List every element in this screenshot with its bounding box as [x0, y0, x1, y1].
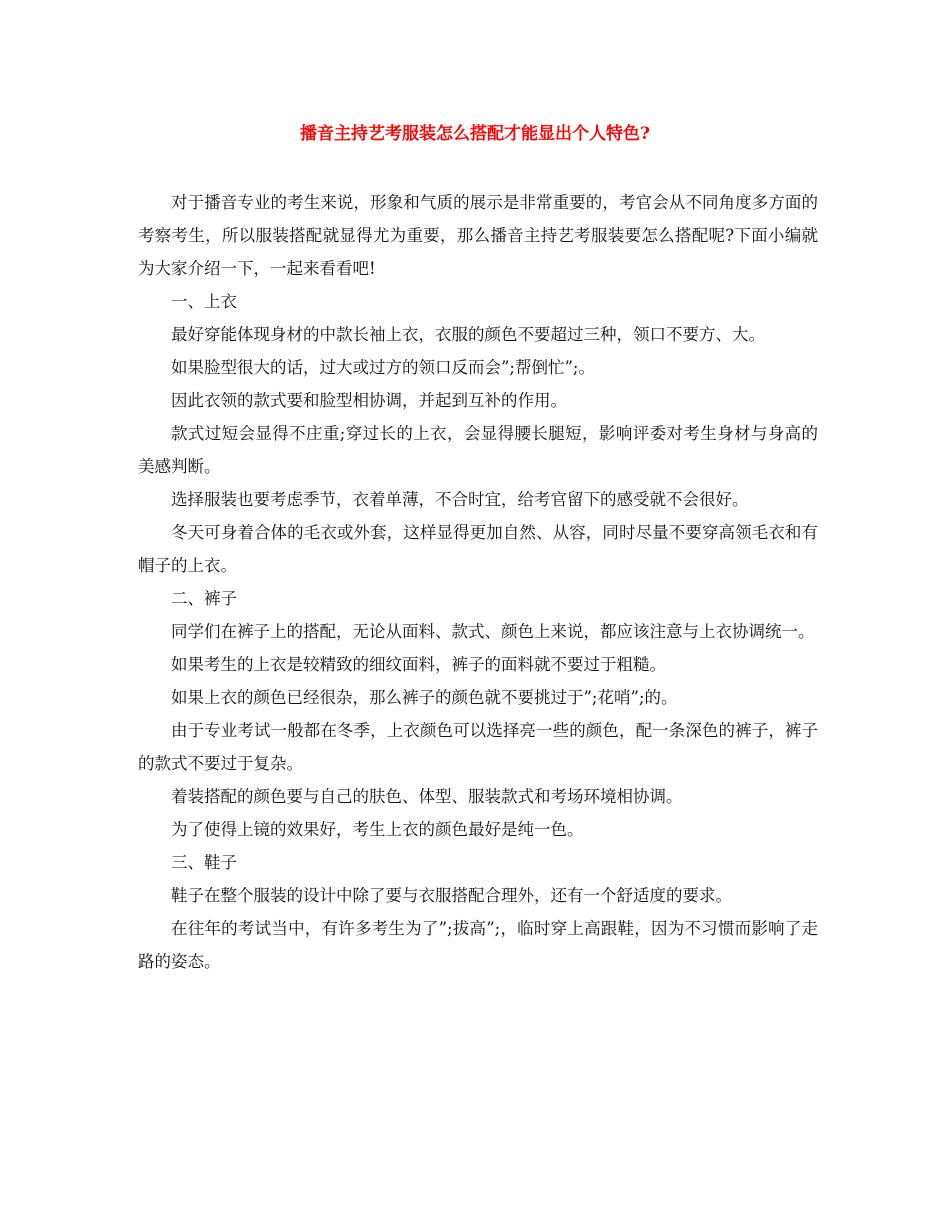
paragraph: 最好穿能体现身材的中款长袖上衣，衣服的颜色不要超过三种，领口不要方、大。: [171, 325, 765, 344]
paragraph-intro: 对于播音专业的考生来说，形象和气质的展示是非常重要的，考官会从不同角度多方面的考察考生，所以服装搭配就显得尤为重要，那么播音主持艺考服装要怎么搭配呢?下面小编就为大家介绍一下，一起来看看吧!: [138, 193, 818, 278]
section-heading-shoes: 三、鞋子: [171, 853, 237, 872]
document-title: 播音主持艺考服装怎么搭配才能显出个人特色?: [300, 124, 650, 144]
paragraph: 为了使得上镜的效果好，考生上衣的颜色最好是纯一色。: [171, 820, 584, 839]
paragraph: 款式过短会显得不庄重;穿过长的上衣，会显得腰长腿短，影响评委对考生身材与身高的美感判断。: [138, 424, 818, 476]
paragraph: 同学们在裤子上的搭配，无论从面料、款式、颜色上来说，都应该注意与上衣协调统一。: [171, 622, 815, 641]
paragraph: 如果脸型很大的话，过大或过方的领口反而会”;帮倒忙”;。: [171, 358, 595, 377]
paragraph: 选择服装也要考虑季节，衣着单薄，不合时宜，给考官留下的感受就不会很好。: [171, 490, 749, 509]
paragraph: 因此衣领的款式要和脸型相协调，并起到互补的作用。: [171, 391, 567, 410]
document-body: [138, 186, 818, 978]
paragraph: 鞋子在整个服装的设计中除了要与衣服搭配合理外，还有一个舒适度的要求。: [171, 886, 732, 905]
paragraph: 着装搭配的颜色要与自己的肤色、体型、服装款式和考场环境相协调。: [171, 787, 683, 806]
paragraph: 在往年的考试当中，有许多考生为了”;拔高”;，临时穿上高跟鞋，因为不习惯而影响了走路的姿态。: [138, 919, 818, 971]
paragraph: 如果考生的上衣是较精致的细纹面料，裤子的面料就不要过于粗糙。: [171, 655, 666, 674]
paragraph: 冬天可身着合体的毛衣或外套，这样显得更加自然、从容，同时尽量不要穿高领毛衣和有帽子的上衣。: [138, 523, 818, 575]
paragraph: 如果上衣的颜色已经很杂，那么裤子的颜色就不要挑过于”;花哨”;的。: [171, 688, 678, 707]
paragraph: 由于专业考试一般都在冬季，上衣颜色可以选择亮一些的颜色，配一条深色的裤子，裤子的款式不要过于复杂。: [138, 721, 818, 773]
section-heading-top: 一、上衣: [171, 292, 237, 311]
section-heading-pants: 二、裤子: [171, 589, 237, 608]
